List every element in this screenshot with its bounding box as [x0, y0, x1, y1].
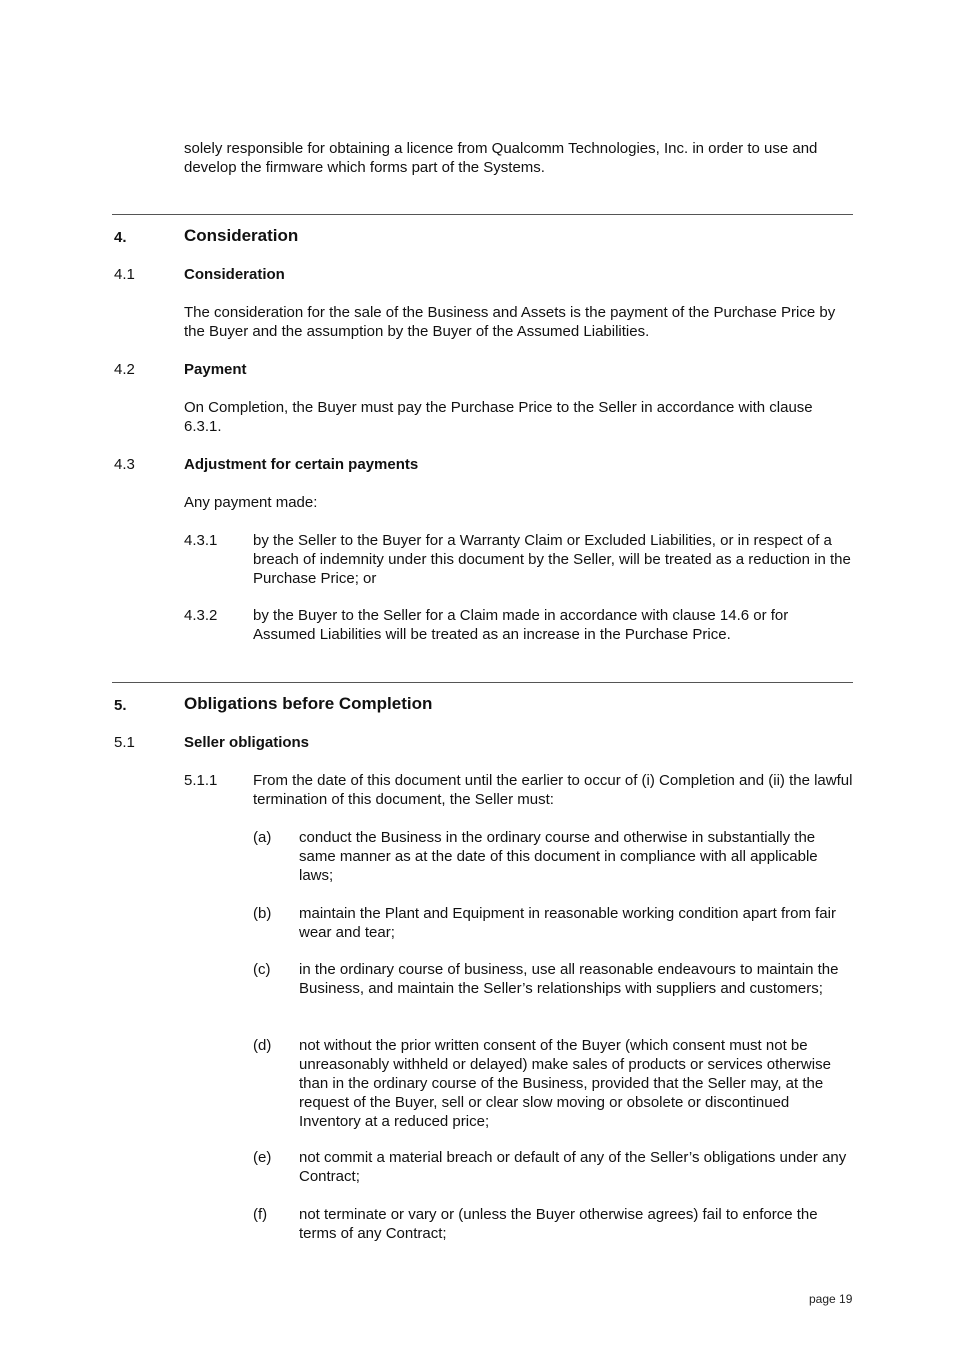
list-item-text: not without the prior written consent of the Buyer (which consent must not be unreasonably withheld or delayed) make sales of products or services otherwise than in the ordinary course of the Business, provided that the Seller may, at the request of the Buyer, sell or clear slow moving or obsolete or discontinued Inventory at a reduced price;: [299, 1037, 831, 1130]
list-item-text: not terminate or vary or (unless the Buyer otherwise agrees) fail to enforce the terms of any Contract;: [299, 1206, 818, 1242]
clause-text: Any payment made:: [184, 494, 318, 511]
section-number: 5.: [114, 697, 127, 714]
list-item-text: maintain the Plant and Equipment in reasonable working condition apart from fair wear and tear;: [299, 905, 836, 941]
continued-paragraph: solely responsible for obtaining a licence from Qualcomm Technologies, Inc. in order to use and develop the firmware which forms part of the Systems.: [184, 140, 818, 176]
list-item-text: conduct the Business in the ordinary course and otherwise in substantially the same manner as at the date of this document in compliance with all applicable laws;: [299, 829, 818, 884]
clause-title: Payment: [184, 361, 247, 378]
page-number: page 19: [809, 1292, 853, 1306]
clause-title: Seller obligations: [184, 734, 310, 751]
subclause-text: by the Buyer to the Seller for a Claim made in accordance with clause 14.6 or for Assumed Liabilities will be treated as an increase in the Purchase Price.: [253, 607, 789, 643]
section-number: 4.: [114, 229, 127, 246]
subclause-text: by the Seller to the Buyer for a Warranty Claim or Excluded Liabilities, or in respect of a breach of indemnity under this document by the Seller, will be treated as a reduction in the Purchase Price; or: [253, 532, 851, 587]
clause-text: The consideration for the sale of the Business and Assets is the payment of the Purchase Price by the Buyer and the assumption by the Buyer of the Assumed Liabilities.: [184, 304, 836, 340]
clause-title: Adjustment for certain payments: [184, 456, 419, 473]
clause-title: Consideration: [184, 266, 285, 283]
list-item-label: (d): [253, 1037, 272, 1054]
list-item-label: (e): [253, 1149, 272, 1166]
subclause-text: From the date of this document until the earlier to occur of (i) Completion and (ii) the lawful termination of this document, the Seller must:: [253, 772, 853, 808]
section-divider: [112, 214, 853, 215]
list-item-label: (b): [253, 905, 272, 922]
clause-number: 4.1: [114, 266, 135, 283]
clause-number: 4.3: [114, 456, 135, 473]
list-item-label: (f): [253, 1206, 268, 1223]
section-divider: [112, 682, 853, 683]
clause-number: 5.1: [114, 734, 135, 751]
subclause-number: 4.3.2: [184, 607, 218, 624]
list-item-label: (a): [253, 829, 272, 846]
clause-text: On Completion, the Buyer must pay the Purchase Price to the Seller in accordance with clause 6.3.1.: [184, 399, 813, 435]
list-item-label: (c): [253, 961, 271, 978]
section-title: Consideration: [184, 226, 299, 245]
section-title: Obligations before Completion: [184, 694, 433, 713]
subclause-number: 5.1.1: [184, 772, 218, 789]
list-item-text: in the ordinary course of business, use all reasonable endeavours to maintain the Business, and maintain the Seller’s relationships with suppliers and customers;: [299, 961, 839, 997]
list-item-text: not commit a material breach or default of any of the Seller’s obligations under any Contract;: [299, 1149, 847, 1185]
clause-number: 4.2: [114, 361, 135, 378]
subclause-number: 4.3.1: [184, 532, 218, 549]
